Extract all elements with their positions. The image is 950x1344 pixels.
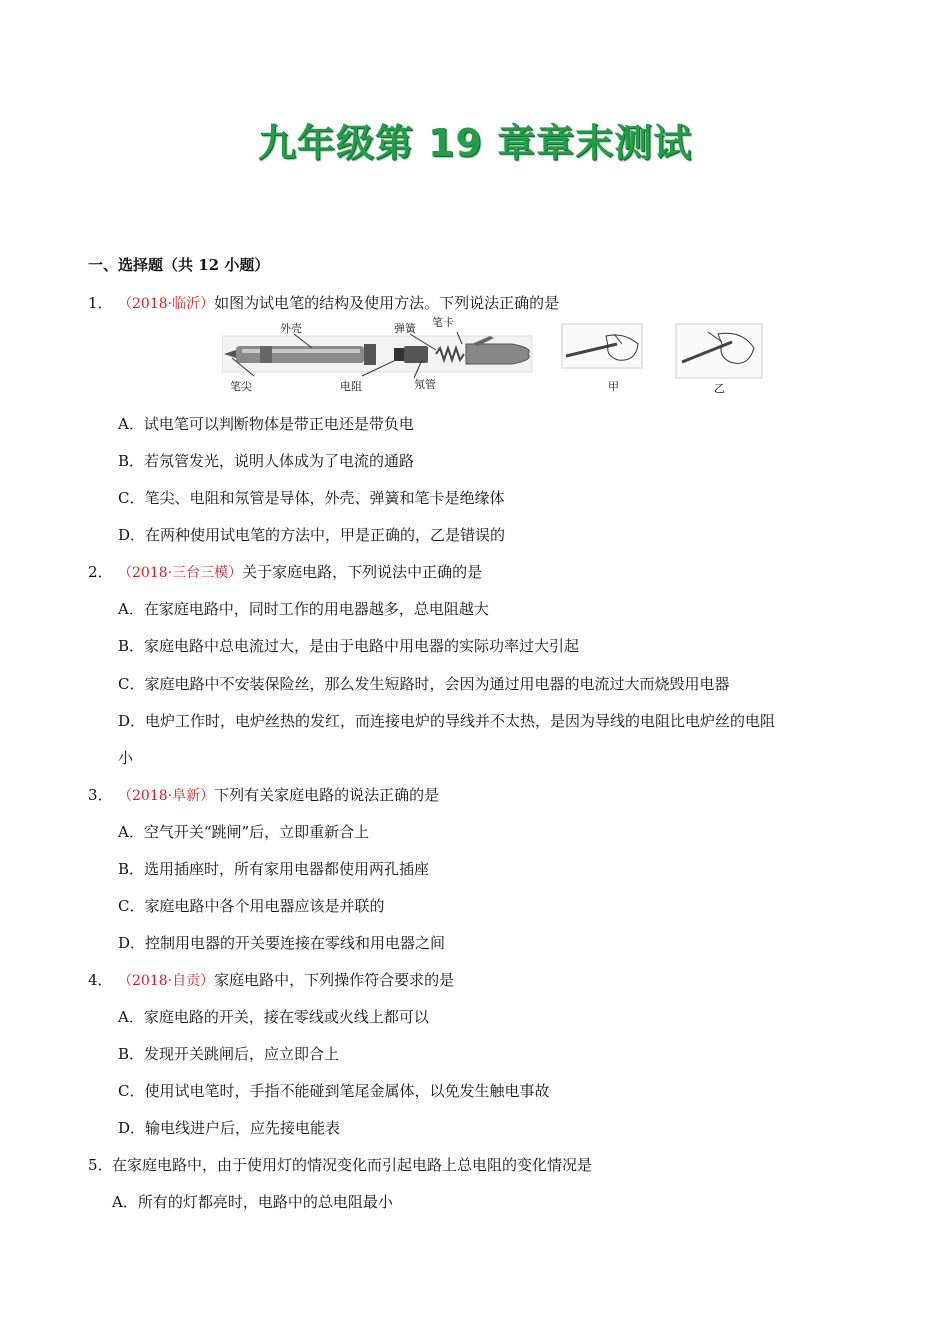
question-4-option-c: C．使用试电笔时，手指不能碰到笔尾金属体，以免发生触电事故 — [118, 1082, 550, 1100]
question-4-option-d: D．输电线进户后，应先接电能表 — [118, 1119, 341, 1137]
question-text: 如图为试电笔的结构及使用方法。下列说法正确的是 — [214, 294, 560, 312]
question-text: 在家庭电路中，由于使用灯的情况变化而引起电路上总电阻的变化情况是 — [112, 1156, 593, 1174]
question-2-option-a: A．在家庭电路中，同时工作的用电器越多，总电阻越大 — [118, 600, 489, 618]
question-1-option-b: B．若氖管发光，说明人体成为了电流的通路 — [118, 452, 415, 470]
label-jia: 甲 — [608, 380, 619, 393]
question-2-option-d: D．电炉工作时，电炉丝热的发红，而连接电炉的导线并不太热，是因为导线的电阻比电炉丝的电阻 — [118, 712, 776, 730]
test-pen-illustration — [222, 322, 767, 394]
question-number: 5． — [88, 1156, 113, 1174]
label-clip: 笔卡 — [432, 316, 454, 329]
question-1-option-d: D．在两种使用试电笔的方法中，甲是正确的，乙是错误的 — [118, 526, 506, 544]
question-1-stem — [88, 292, 559, 313]
question-number: 3． — [88, 786, 113, 804]
question-2-option-d-continued: 小 — [118, 749, 134, 767]
question-1-option-a: A．试电笔可以判断物体是带正电还是带负电 — [118, 415, 414, 433]
label-yi: 乙 — [714, 382, 725, 395]
label-resistor: 电阻 — [340, 380, 362, 393]
question-source: （2018·阜新） — [118, 788, 215, 804]
question-3-stem — [88, 784, 439, 805]
test-pen-figure — [222, 316, 767, 395]
question-3-option-a: A．空气开关“跳闸”后，立即重新合上 — [118, 823, 370, 841]
question-5-option-a: A．所有的灯都亮时，电路中的总电阻最小 — [112, 1193, 393, 1211]
question-text: 关于家庭电路，下列说法中正确的是 — [242, 563, 483, 581]
label-shell: 外壳 — [280, 322, 302, 335]
label-neon-tube: 氖管 — [414, 378, 436, 391]
question-4-option-a: A．家庭电路的开关，接在零线或火线上都可以 — [118, 1008, 429, 1026]
question-number: 4． — [88, 971, 113, 989]
question-text: 下列有关家庭电路的说法正确的是 — [214, 786, 440, 804]
question-3-option-d: D．控制用电器的开关要连接在零线和用电器之间 — [118, 934, 446, 952]
question-1-option-c: C．笔尖、电阻和氖管是导体，外壳、弹簧和笔卡是绝缘体 — [118, 489, 505, 507]
question-4-option-b: B．发现开关跳闸后，应立即合上 — [118, 1045, 340, 1063]
question-2-stem — [88, 561, 482, 582]
section-heading: 一、选择题（共 12 小题） — [88, 256, 270, 274]
label-spring: 弹簧 — [394, 322, 416, 335]
question-5-stem — [88, 1154, 592, 1175]
question-source: （2018·临沂） — [118, 296, 215, 312]
question-source: （2018·自贡） — [118, 973, 215, 989]
question-3-option-c: C．家庭电路中各个用电器应该是并联的 — [118, 897, 385, 915]
label-tip: 笔尖 — [230, 380, 252, 393]
question-2-option-b: B．家庭电路中总电流过大，是由于电路中用电器的实际功率过大引起 — [118, 637, 580, 655]
question-number: 2． — [88, 563, 113, 581]
question-4-stem — [88, 969, 454, 990]
question-3-option-b: B．选用插座时，所有家用电器都使用两孔插座 — [118, 860, 430, 878]
document-title: 九年级第 19 章章末测试 — [257, 121, 693, 165]
question-source: （2018·三台三模） — [118, 565, 243, 581]
question-number: 1． — [88, 294, 113, 312]
question-text: 家庭电路中，下列操作符合要求的是 — [214, 971, 455, 989]
question-2-option-c: C．家庭电路中不安装保险丝，那么发生短路时，会因为通过用电器的电流过大而烧毁用电器 — [118, 675, 730, 693]
